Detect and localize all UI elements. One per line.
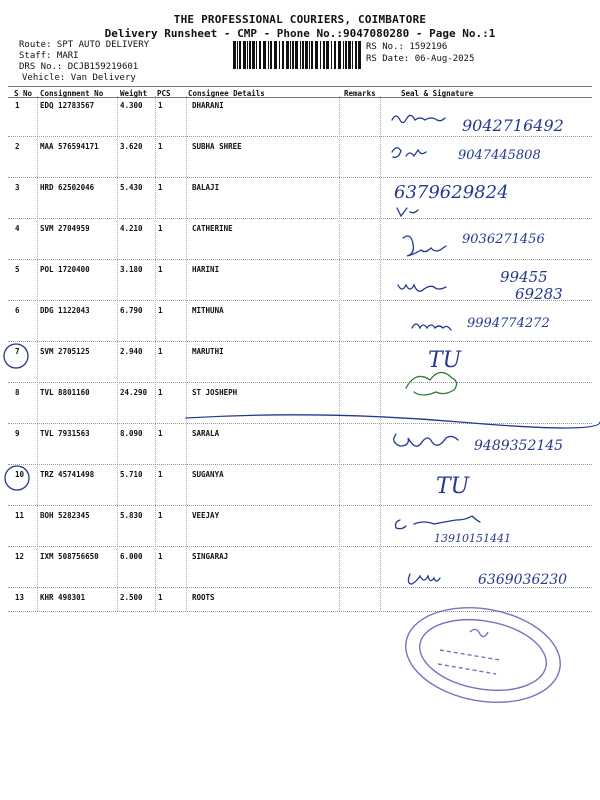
signature-scribble <box>394 434 458 446</box>
row-consignee: VEEJAY <box>192 511 220 520</box>
row-pcs: 1 <box>158 511 163 520</box>
handwritten-phone: 9036271456 <box>462 232 545 247</box>
row-pcs: 1 <box>158 224 163 233</box>
row-pcs: 1 <box>158 183 163 192</box>
row-consignee: SUBHA SHREE <box>192 142 242 151</box>
row-consignment-no: TVL 8801160 <box>40 388 90 397</box>
row-consignment-no: POL 1720400 <box>40 265 90 274</box>
col-header-sno: S No <box>14 89 33 98</box>
staff-label: Staff: MARI <box>19 51 79 61</box>
row-consignee: MARUTHI <box>192 347 224 356</box>
row-consignee: DHARANI <box>192 101 224 110</box>
row-sno: 6 <box>15 306 20 315</box>
col-header-weight: Weight <box>120 89 148 98</box>
row-consignment-no: EDQ 12783567 <box>40 101 95 110</box>
col-header-remarks: Remarks <box>344 89 376 98</box>
row-sno: 11 <box>15 511 25 520</box>
row-pcs: 1 <box>158 265 163 274</box>
row-weight: 3.180 <box>120 265 143 274</box>
row-pcs: 1 <box>158 142 163 151</box>
row-sno: 5 <box>15 265 20 274</box>
row-pcs: 1 <box>158 306 163 315</box>
signature-scribble <box>392 115 445 122</box>
strike-line <box>186 415 600 428</box>
row-sno: 10 <box>15 470 25 479</box>
col-header-seal: Seal & Signature <box>401 89 474 98</box>
signature-scribble <box>398 285 446 291</box>
row-consignment-no: BOH 5282345 <box>40 511 90 520</box>
row-sno: 13 <box>15 593 25 602</box>
signature-scribble <box>412 324 451 330</box>
signature-scribble <box>406 372 457 395</box>
row-consignee: ROOTS <box>192 593 215 602</box>
row-sno: 1 <box>15 101 20 110</box>
row-pcs: 1 <box>158 388 163 397</box>
handwritten-phone: 9489352145 <box>474 438 564 454</box>
row-weight: 24.290 <box>120 388 148 397</box>
handwritten-initials: TU <box>436 474 470 499</box>
row-weight: 6.790 <box>120 306 143 315</box>
row-pcs: 1 <box>158 470 163 479</box>
handwritten-phone: 9994774272 <box>467 316 550 331</box>
handwritten-phone: 6369036230 <box>478 572 568 588</box>
row-sno: 2 <box>15 142 20 151</box>
row-weight: 6.000 <box>120 552 143 561</box>
route-label: Route: SPT AUTO DELIVERY <box>19 40 150 50</box>
row-pcs: 1 <box>158 593 163 602</box>
row-weight: 5.430 <box>120 183 143 192</box>
signature-scribble <box>403 236 446 256</box>
row-consignee: ST JOSHEPH <box>192 388 238 397</box>
row-weight: 4.300 <box>120 101 143 110</box>
row-consignment-no: DDG 1122043 <box>40 306 90 315</box>
signature-scribble <box>392 148 426 158</box>
rs-date: RS Date: 06-Aug-2025 <box>366 54 475 64</box>
row-consignee: BALAJI <box>192 183 220 192</box>
row-weight: 8.090 <box>120 429 143 438</box>
row-weight: 2.940 <box>120 347 143 356</box>
row-consignee: SUGANYA <box>192 470 224 479</box>
row-weight: 5.830 <box>120 511 143 520</box>
row-consignment-no: SVM 2704959 <box>40 224 90 233</box>
row-consignee: MITHUNA <box>192 306 224 315</box>
row-sno: 9 <box>15 429 20 438</box>
row-consignee: SINGARAJ <box>192 552 229 561</box>
row-consignee: CATHERINE <box>192 224 233 233</box>
row-consignment-no: SVM 2705125 <box>40 347 90 356</box>
row-sno: 4 <box>15 224 20 233</box>
row-sno: 8 <box>15 388 20 397</box>
row-sno: 7 <box>15 347 20 356</box>
row-consignment-no: KHR 498301 <box>40 593 86 602</box>
row-weight: 2.500 <box>120 593 143 602</box>
row-weight: 4.210 <box>120 224 143 233</box>
row-consignment-no: TRZ 45741498 <box>40 470 95 479</box>
row-pcs: 1 <box>158 552 163 561</box>
row-sno: 3 <box>15 183 20 192</box>
rs-number: RS No.: 1592196 <box>366 42 448 52</box>
row-consignee: SARALA <box>192 429 220 438</box>
signature-scribble <box>408 574 440 584</box>
row-circle-mark <box>4 344 28 368</box>
handwritten-phone: 9042716492 <box>462 116 564 135</box>
handwritten-initials: TU <box>428 348 462 373</box>
row-circle-mark <box>5 466 29 490</box>
col-header-consignment: Consignment No <box>40 89 104 98</box>
handwritten-phone: 69283 <box>515 285 563 303</box>
runsheet-title: Delivery Runsheet - CMP - Phone No.:9047080280 - Page No.:1 <box>104 27 496 40</box>
row-pcs: 1 <box>158 101 163 110</box>
row-sno: 12 <box>15 552 25 561</box>
vehicle-label: Vehicle: Van Delivery <box>22 73 136 83</box>
col-header-pcs: PCS <box>157 89 171 98</box>
handwritten-phone: 99455 <box>500 268 548 286</box>
row-weight: 3.620 <box>120 142 143 151</box>
row-pcs: 1 <box>158 347 163 356</box>
row-pcs: 1 <box>158 429 163 438</box>
drs-number: DRS No.: DCJB159219601 <box>19 62 139 72</box>
row-weight: 5.710 <box>120 470 143 479</box>
row-consignment-no: MAA 576594171 <box>40 142 99 151</box>
handwritten-phone: 6379629824 <box>394 182 509 203</box>
row-consignment-no: TVL 7931563 <box>40 429 90 438</box>
company-name: THE PROFESSIONAL COURIERS, COIMBATORE <box>173 13 427 26</box>
row-consignment-no: IXM 508756650 <box>40 552 99 561</box>
signature-scribble <box>396 516 481 529</box>
handwritten-phone: 13910151441 <box>434 532 511 545</box>
col-header-consignee: Consignee Details <box>188 89 265 98</box>
row-consignment-no: HRD 62502046 <box>40 183 95 192</box>
handwritten-phone: 9047445808 <box>458 148 541 163</box>
row-consignee: HARINI <box>192 265 220 274</box>
signature-scribble <box>397 208 418 216</box>
delivery-stamp <box>398 596 568 714</box>
